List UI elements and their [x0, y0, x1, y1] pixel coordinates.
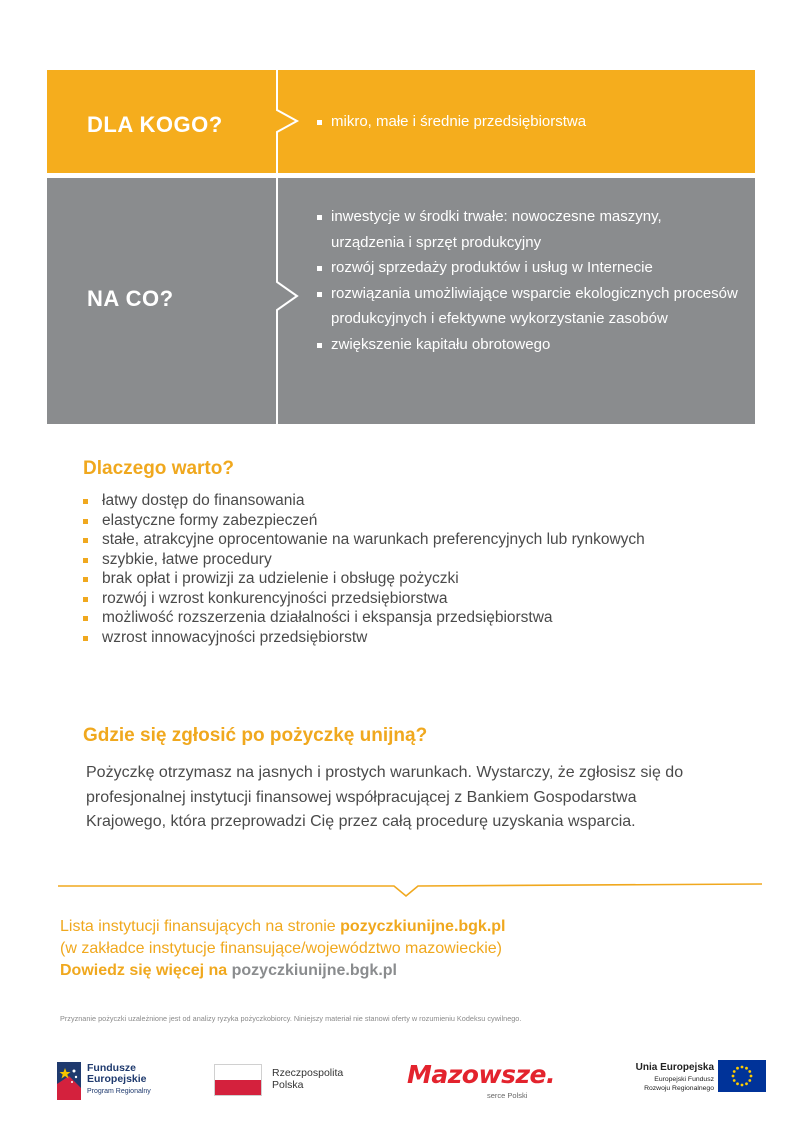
ue-title: Unia Europejska	[635, 1062, 714, 1073]
list-item: łatwy dostęp do finansowania	[83, 491, 673, 511]
poland-flag-icon	[214, 1064, 262, 1096]
rp-name-line1: Rzeczpospolita	[272, 1067, 344, 1079]
fe-sub: Program Regionalny	[87, 1088, 151, 1095]
list-item: szybkie, łatwe procedury	[83, 550, 673, 570]
list-item: stałe, atrakcyjne oprocentowanie na warunkach preferencyjnych lub rynkowych	[83, 530, 673, 550]
contact-info	[60, 916, 760, 982]
fe-name-line2: Europejskie	[87, 1073, 147, 1085]
for-what-heading: NA CO?	[87, 286, 174, 311]
fe-name	[87, 1063, 147, 1085]
where-heading: Gdzie się zgłosić po pożyczkę unijną?	[83, 725, 428, 746]
rp-name-line2: Polska	[272, 1079, 304, 1091]
rzeczpospolita-logo	[214, 1064, 364, 1100]
where-paragraph: Pożyczkę otrzymasz na jasnych i prostych warunkach. Wystarczy, że zgłosisz się do profesjonalnej instytucji finansowej współpracującej z Bankiem Gospodarstwa Krajowego, która przeprowadzi Cię przez całą procedurę uzyskania wsparcia.	[86, 764, 684, 830]
eu-flag-icon	[718, 1060, 766, 1092]
mazowsze-logo	[407, 1060, 577, 1106]
ue-sub-line2: Rozwoju Regionalnego	[644, 1084, 714, 1092]
fundusze-europejskie-logo	[57, 1062, 207, 1102]
contact-text: Lista instytucji finansujących na stronie	[60, 918, 341, 935]
list-item: możliwość rozszerzenia działalności i ekspansja przedsiębiorstwa	[83, 608, 673, 628]
unia-europejska-logo	[622, 1060, 772, 1100]
logos-bar	[0, 1050, 800, 1110]
for-what-list	[317, 204, 739, 357]
disclaimer: Przyznanie pożyczki uzależnione jest od analizy ryzyka pożyczkobiorcy. Niniejszy materiał nie stanowi oferty w rozumieniu Kodeksu cywilnego.	[60, 1014, 522, 1023]
for-whom-list	[317, 109, 739, 135]
for-whom-section	[47, 70, 755, 173]
fe-name-line1: Fundusze	[87, 1062, 136, 1074]
list-item: rozwój sprzedaży produktów i usług w Internecie	[317, 255, 739, 281]
list-item: rozwiązania umożliwiające wsparcie ekologicznych procesów produkcyjnych i efektywne wykorzystanie zasobów	[317, 281, 739, 332]
contact-line-more	[60, 960, 760, 982]
mazowsze-sub: serce Polski	[487, 1091, 528, 1100]
list-item: zwiększenie kapitału obrotowego	[317, 332, 739, 358]
list-item: mikro, małe i średnie przedsiębiorstwa	[317, 109, 739, 135]
bgk-link-more[interactable]: pozyczkiunijne.bgk.pl	[231, 962, 397, 979]
why-heading: Dlaczego warto?	[83, 458, 234, 479]
bgk-link[interactable]: pozyczkiunijne.bgk.pl	[340, 918, 506, 935]
list-item: inwestycje w środki trwałe: nowoczesne maszyny, urządzenia i sprzęt produkcyjny	[317, 204, 739, 255]
list-item: elastyczne formy zabezpieczeń	[83, 511, 673, 531]
list-item: wzrost innowacyjności przedsiębiorstw	[83, 628, 673, 648]
mazowsze-name: Mazowsze.	[407, 1060, 555, 1089]
for-what-section	[47, 178, 755, 424]
chevron-rule-icon	[58, 876, 762, 904]
list-item: rozwój i wzrost konkurencyjności przedsiębiorstwa	[83, 589, 673, 609]
contact-line-tab: (w zakładce instytucje finansujące/województwo mazowieckie)	[60, 940, 502, 957]
fe-star-icon	[57, 1062, 81, 1100]
ue-sub-line1: Europejski Fundusz	[654, 1076, 714, 1083]
contact-more-text: Dowiedz się więcej na	[60, 962, 232, 979]
rp-name	[272, 1067, 343, 1091]
contact-line-list	[60, 916, 760, 938]
for-whom-heading: DLA KOGO?	[87, 112, 223, 137]
list-item: brak opłat i prowizji za udzielenie i obsługę pożyczki	[83, 569, 673, 589]
why-list	[83, 491, 673, 647]
ue-sub	[622, 1076, 714, 1093]
